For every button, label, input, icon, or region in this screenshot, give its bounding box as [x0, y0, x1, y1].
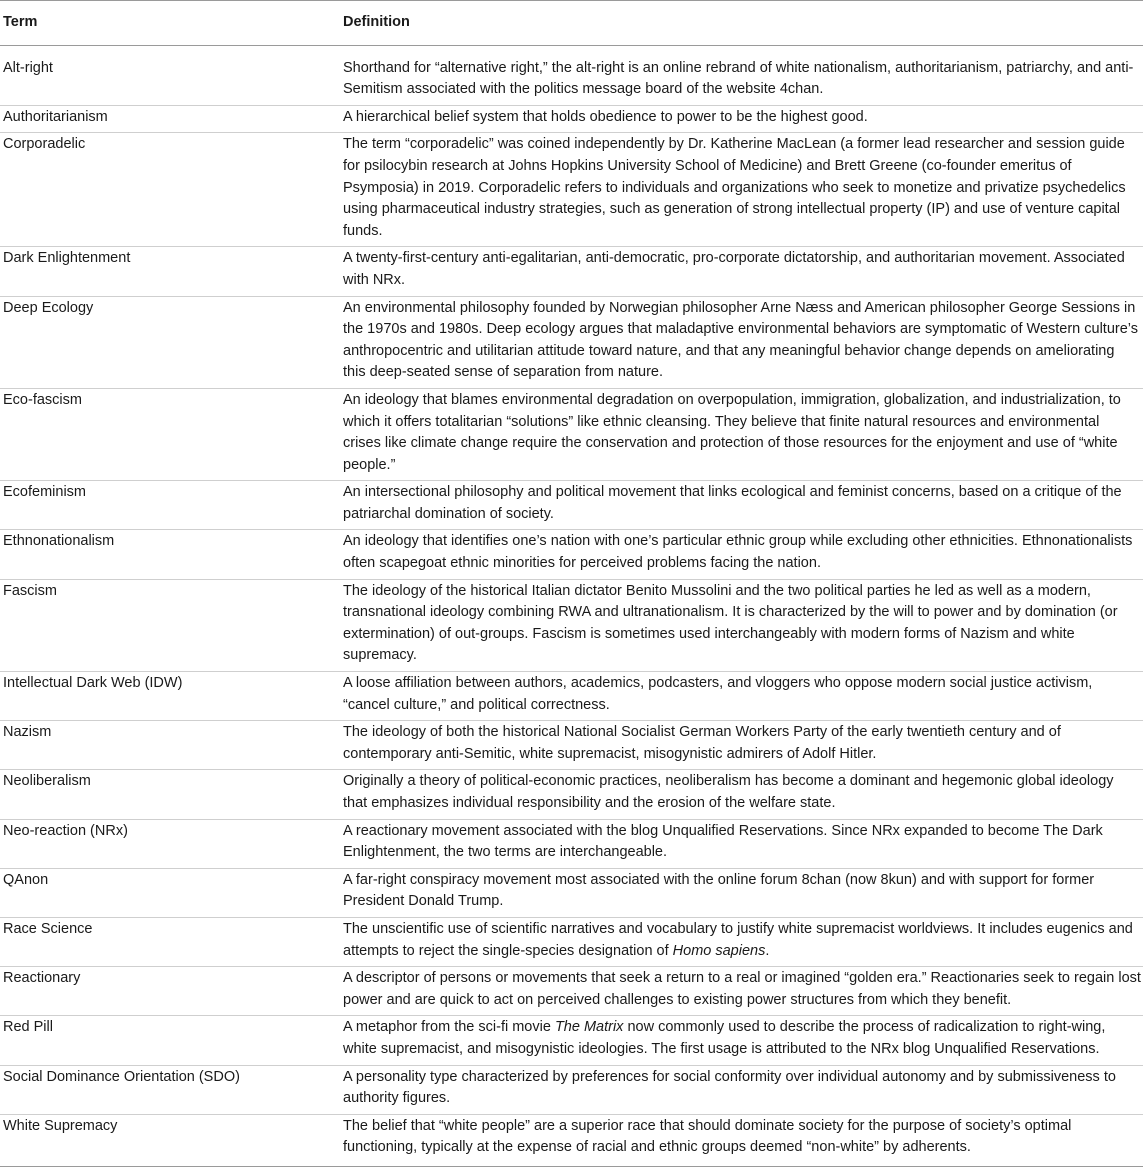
- table-row: [0, 579, 1143, 671]
- term-cell: Corporadelic: [0, 133, 343, 247]
- definition-text: now commonly used to describe the process of radicalization to right-wing, white supremacist, and misogynistic ideologies. The first usage is attributed to the NRx blog Unqualified Reservations.: [343, 1019, 1106, 1057]
- definition-cell: The ideology of the historical Italian dictator Benito Mussolini and the two political parties he led as well as a modern, transnational ideology combining RWA and ultranationalism. It is characterized by the will to power and by domination (or extermination) of out-groups. Fascism is sometimes used interchangeably with modern forms of Nazism and white supremacy.: [343, 579, 1143, 671]
- table-row: [0, 721, 1143, 770]
- definition-text: A metaphor from the sci-fi movie: [343, 1019, 555, 1036]
- term-cell: Deep Ecology: [0, 296, 343, 388]
- term-cell: Reactionary: [0, 967, 343, 1016]
- definition-cell: An ideology that blames environmental degradation on overpopulation, immigration, globalization, and industrialization, to which it offers totalitarian “solutions” like ethnic cleansing. They believe that finite natural resources and environmental crises like climate change require the conservation and protection of those resources for the enjoyment and use of “white people.”: [343, 388, 1143, 480]
- table-row: [0, 819, 1143, 868]
- definition-cell: A loose affiliation between authors, academics, podcasters, and vloggers who oppose modern social justice activism, “cancel culture,” and political correctness.: [343, 672, 1143, 721]
- table-row: [0, 917, 1143, 966]
- term-column-header: Term: [0, 1, 343, 46]
- table-row: [0, 388, 1143, 480]
- term-cell: White Supremacy: [0, 1114, 343, 1166]
- table-row: [0, 105, 1143, 133]
- table-row: [0, 247, 1143, 296]
- table-row: [0, 672, 1143, 721]
- term-cell: Eco-fascism: [0, 388, 343, 480]
- definition-cell: An environmental philosophy founded by Norwegian philosopher Arne Næss and American philosopher George Sessions in the 1970s and 1980s. Deep ecology argues that maladaptive environmental behaviors are symptomatic of Western culture’s anthropocentric and utilitarian attitude toward nature, and that any meaningful behavior change depends on ameliorating this deep-seated sense of separation from nature.: [343, 296, 1143, 388]
- table-row: [0, 133, 1143, 247]
- definition-cell: [343, 917, 1143, 966]
- table-row: [0, 770, 1143, 819]
- table-row: [0, 1016, 1143, 1065]
- definition-cell: Shorthand for “alternative right,” the alt-right is an online rebrand of white nationalism, authoritarianism, patriarchy, and anti-Semitism associated with the politics message board of the website 4chan.: [343, 45, 1143, 105]
- definition-italic-text: The Matrix: [554, 1019, 624, 1036]
- definition-cell: A twenty-first-century anti-egalitarian, anti-democratic, pro-corporate dictatorship, and authoritarian movement. Associated with NRx.: [343, 247, 1143, 296]
- table-row: [0, 1065, 1143, 1114]
- table-body: [0, 45, 1143, 1166]
- definition-cell: An intersectional philosophy and political movement that links ecological and feminist concerns, based on a critique of the patriarchal domination of society.: [343, 481, 1143, 530]
- table-row: [0, 45, 1143, 105]
- definition-cell: A hierarchical belief system that holds obedience to power to be the highest good.: [343, 105, 1143, 133]
- term-cell: Race Science: [0, 917, 343, 966]
- definition-cell: Originally a theory of political-economic practices, neoliberalism has become a dominant and hegemonic global ideology that emphasizes individual responsibility and the erosion of the welfare state.: [343, 770, 1143, 819]
- definition-cell: The ideology of both the historical National Socialist German Workers Party of the early twentieth century and of contemporary anti-Semitic, white supremacist, misogynistic admirers of Adolf Hitler.: [343, 721, 1143, 770]
- term-cell: Fascism: [0, 579, 343, 671]
- definition-cell: A descriptor of persons or movements that seek a return to a real or imagined “golden era.” Reactionaries seek to regain lost power and are quick to act on perceived challenges to existing power structures from which they benefit.: [343, 967, 1143, 1016]
- header-row: [0, 1, 1143, 46]
- definition-cell: An ideology that identifies one’s nation with one’s particular ethnic group while excluding other ethnicities. Ethnonationalists often scapegoat ethnic minorities for perceived problems facing the nation.: [343, 530, 1143, 579]
- definition-cell: The term “corporadelic” was coined independently by Dr. Katherine MacLean (a former lead researcher and session guide for psilocybin research at Johns Hopkins University School of Medicine) and Brett Greene (co-founder emeritus of Psymposia) in 2019. Corporadelic refers to individuals and organizations who seek to monetize and privatize psychedelics using pharmaceutical industry strategies, such as generation of strong intellectual property (IP) and use of venture capital funds.: [343, 133, 1143, 247]
- definition-cell: [343, 1016, 1143, 1065]
- term-cell: Ethnonationalism: [0, 530, 343, 579]
- term-cell: Social Dominance Orientation (SDO): [0, 1065, 343, 1114]
- table-row: [0, 967, 1143, 1016]
- term-cell: Dark Enlightenment: [0, 247, 343, 296]
- table-row: [0, 296, 1143, 388]
- table-row: [0, 530, 1143, 579]
- definition-cell: The belief that “white people” are a superior race that should dominate society for the purpose of society’s optimal functioning, typically at the expense of racial and ethnic groups deemed “non-white” by adherents.: [343, 1114, 1143, 1166]
- table-header: [0, 1, 1143, 46]
- table-row: [0, 481, 1143, 530]
- term-cell: Neoliberalism: [0, 770, 343, 819]
- term-cell: Nazism: [0, 721, 343, 770]
- term-cell: Alt-right: [0, 45, 343, 105]
- table-row: [0, 868, 1143, 917]
- term-cell: QAnon: [0, 868, 343, 917]
- definition-column-header: Definition: [343, 1, 1143, 46]
- term-cell: Ecofeminism: [0, 481, 343, 530]
- definition-cell: A personality type characterized by preferences for social conformity over individual autonomy and by submissiveness to authority figures.: [343, 1065, 1143, 1114]
- definition-text: The unscientific use of scientific narratives and vocabulary to justify white supremacist worldviews. It includes eugenics and attempts to reject the single-species designation of: [343, 920, 1133, 959]
- term-cell: Neo-reaction (NRx): [0, 819, 343, 868]
- term-cell: Authoritarianism: [0, 105, 343, 133]
- definition-text: .: [765, 942, 770, 959]
- table-row: [0, 1114, 1143, 1166]
- definition-cell: A reactionary movement associated with the blog Unqualified Reservations. Since NRx expanded to become The Dark Enlightenment, the two terms are interchangeable.: [343, 819, 1143, 868]
- definition-italic-text: Homo sapiens: [672, 942, 766, 959]
- term-cell: Red Pill: [0, 1016, 343, 1065]
- definition-cell: A far-right conspiracy movement most associated with the online forum 8chan (now 8kun) and with support for former President Donald Trump.: [343, 868, 1143, 917]
- term-cell: Intellectual Dark Web (IDW): [0, 672, 343, 721]
